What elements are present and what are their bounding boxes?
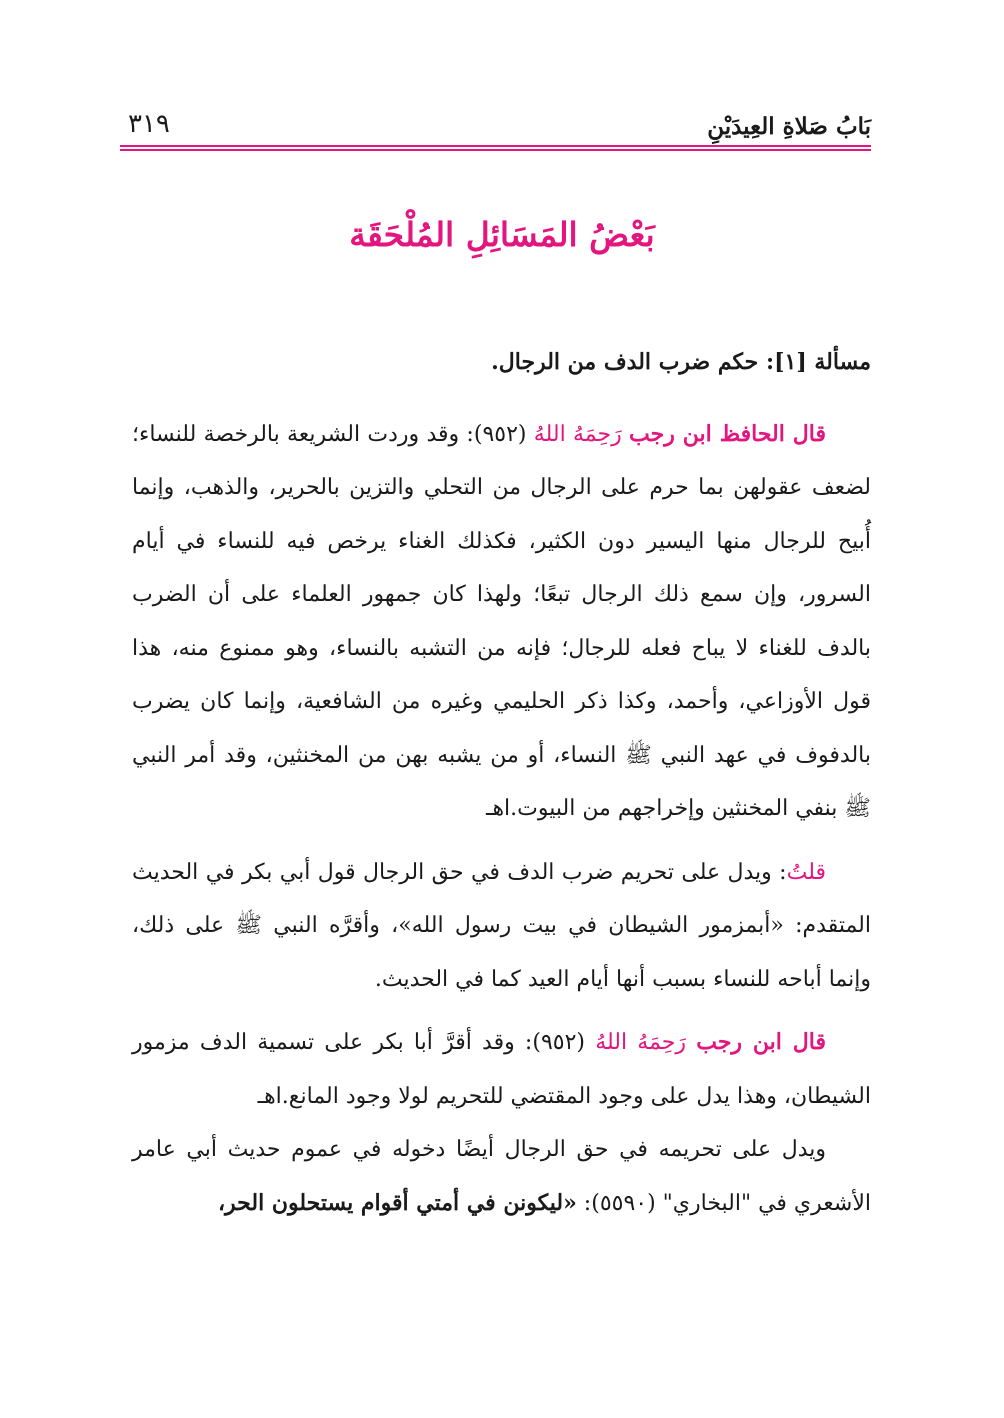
chapter-title: بَابُ صَلاةِ العِيدَيْنِ	[707, 113, 871, 140]
honorific: رَحِمَهُ اللهُ	[533, 421, 622, 447]
reference-number: (٩٥٢)	[532, 1030, 585, 1055]
reference-number: (٩٥٢)	[473, 421, 527, 447]
question-heading	[132, 336, 871, 390]
header-rule-top	[120, 145, 871, 147]
paragraph-1-text: : وقد وردت الشريعة بالرخصة للنساء؛ لضعف عقولهن بما حرم على الرجال من التحلي والتزين بالحرير، والذهب، وإنما أُبيح للرجال منها اليسير دون الكثير، فكذلك الغناء يرخص فيه للنساء في أيام السرور، وإن سمع ذلك الرجال تبعًا؛ ولهذا كان جمهور العلماء على أن الضرب بالدف للغناء لا يباح فعله للرجال؛ فإنه من التشبه بالنساء، وهو ممنوع منه، هذا قول الأوزاعي، وأحمد، وكذا ذكر الحليمي وغيره من الشافعية، وإنما كان يضرب بالدفوف في عهد النبي ﷺ النساء، أو من يشبه بهن من المخنثين، وقد أمر النبي ﷺ بنفي المخنثين وإخراجهم من البيوت.اهـ	[132, 421, 871, 821]
question-title: حكم ضرب الدف من الرجال.	[491, 349, 759, 375]
paragraph-3-text: : وقد أقرَّ أبا بكر على تسمية الدف مزمور الشيطان، وهذا يدل على وجود المقتضي للتحريم لولا وجود المانع.اهـ	[132, 1030, 871, 1109]
page-header	[120, 105, 871, 145]
speaker-ibn-rajab-hafiz: قال الحافظ ابن رجب	[629, 420, 826, 447]
paragraph-4	[132, 1123, 871, 1230]
question-label: مسألة [١]:	[765, 349, 871, 375]
paragraph-2	[132, 846, 871, 1007]
paragraph-3	[132, 1016, 871, 1123]
body-text	[132, 336, 871, 1230]
section-title: بَعْضُ المَسَائِلِ المُلْحَقَة	[349, 215, 655, 254]
header-rule-bottom	[120, 149, 871, 151]
paragraph-4-text: ويدل على تحريمه في حق الرجال أيضًا دخوله في عموم حديث أبي عامر الأشعري في "البخاري" (٥٥٩٠):	[132, 1137, 871, 1216]
page-number: ٣١٩	[128, 109, 170, 139]
paragraph-2-text: : ويدل على تحريم ضرب الدف في حق الرجال قول أبي بكر في الحديث المتقدم: «أبمزمور الشيطان في بيت رسول الله»، وأقرَّه النبي ﷺ على ذلك، وإنما أباحه للنساء بسبب أنها أيام العيد كما في الحديث.	[132, 859, 871, 992]
paragraph-1	[132, 408, 871, 836]
speaker-ibn-rajab: قال ابن رجب	[696, 1029, 826, 1055]
qultu-lead: قلتُ	[786, 859, 826, 885]
honorific: رَحِمَهُ اللهُ	[595, 1030, 687, 1055]
hadith-quote: «ليكونن في أمتي أقوام يستحلون الحر،	[217, 1189, 577, 1216]
